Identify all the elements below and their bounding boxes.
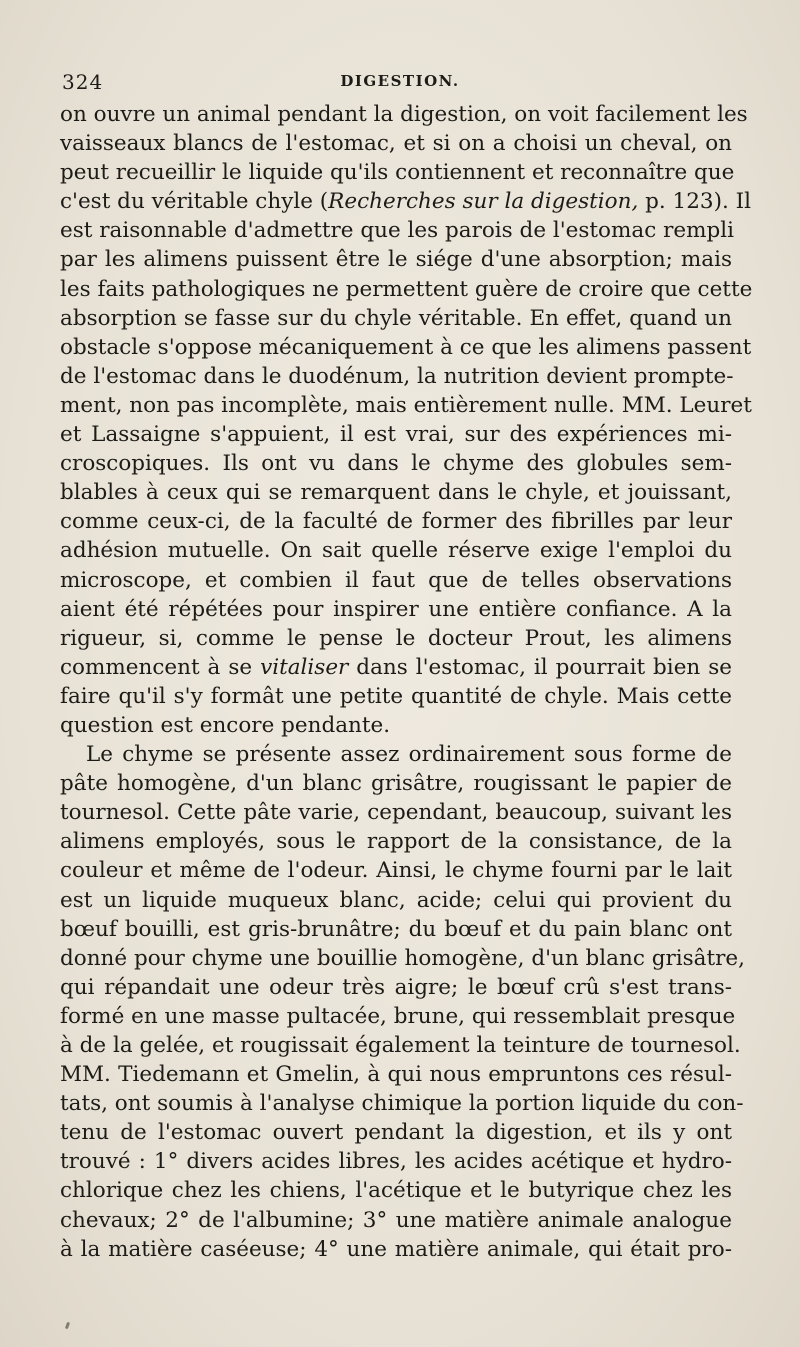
text-segment: chlorique chez les chiens, l'acétique et le butyrique chez les (60, 1178, 732, 1204)
text-line (60, 944, 745, 973)
text-line (60, 1176, 732, 1205)
text-line (60, 1147, 732, 1176)
text-line (60, 624, 732, 653)
text-segment: rigueur, si, comme le pense le docteur Prout, les alimens (60, 625, 732, 651)
text-line (60, 362, 732, 391)
text-line (60, 187, 752, 216)
page-header (62, 70, 738, 100)
text-line (60, 682, 732, 711)
text-line (60, 1002, 736, 1031)
text-line (60, 478, 732, 507)
text-segment: on ouvre un animal pendant la digestion, on voit facilement les (60, 102, 748, 127)
text-segment: Le chyme se présente assez ordinairement sous forme de (86, 742, 732, 768)
body-text (60, 100, 753, 1264)
italic-text: vitaliser (260, 654, 349, 680)
text-segment: peut recueillir le liquide qu'ils contiennent et reconnaître que (60, 160, 735, 186)
text-line (60, 275, 753, 304)
text-line (60, 1089, 744, 1118)
text-segment: MM. Tiedemann et Gmelin, à qui nous empruntons ces résul- (60, 1062, 732, 1088)
text-line (60, 595, 732, 624)
text-line (60, 1060, 732, 1089)
text-segment: p. 123). Il (638, 189, 752, 215)
text-segment: aient été répétées pour inspirer une entière confiance. A la (60, 596, 732, 622)
text-segment: tats, ont soumis à l'analyse chimique la portion liquide du con- (60, 1091, 744, 1117)
text-segment: ment, non pas incomplète, mais entièrement nulle. MM. Leuret (60, 392, 752, 418)
text-line (60, 129, 732, 158)
text-line (60, 449, 732, 478)
text-segment: trouvé : 1° divers acides libres, les acides acétique et hydro- (60, 1149, 732, 1175)
text-segment: pâte homogène, d'un blanc grisâtre, rougissant le papier de (60, 771, 732, 797)
text-segment: tenu de l'estomac ouvert pendant la digestion, et ils y ont (60, 1120, 732, 1146)
text-segment: est raisonnable d'admettre que les parois de l'estomac rempli (60, 218, 734, 244)
text-line (60, 100, 748, 129)
text-line (60, 304, 732, 333)
text-segment: et Lassaigne s'appuient, il est vrai, sur des expériences mi- (60, 422, 732, 448)
text-segment: par les alimens puissent être le siége d'une absorption; mais (60, 247, 732, 273)
text-line (60, 653, 732, 682)
text-segment: faire qu'il s'y formât une petite quantité de chyle. Mais cette (60, 683, 732, 709)
text-line (60, 740, 732, 769)
text-line (60, 1235, 732, 1264)
text-segment: blables à ceux qui se remarquent dans le chyle, et jouissant, (60, 480, 732, 506)
text-segment: à de la gelée, et rougissait également la teinture de tournesol. (60, 1033, 741, 1058)
text-line (60, 391, 752, 420)
text-line (60, 1118, 732, 1147)
text-segment: alimens employés, sous le rapport de la consistance, de la (60, 829, 732, 855)
text-segment: commencent à se (60, 654, 261, 680)
text-line (60, 158, 735, 187)
text-segment: tournesol. Cette pâte varie, cependant, beaucoup, suivant les (60, 800, 732, 826)
text-line (60, 566, 732, 595)
italic-text: Recherches sur la digestion, (328, 189, 639, 215)
text-segment: obstacle s'oppose mécaniquement à ce que les alimens passent (60, 334, 752, 360)
text-line (60, 973, 732, 1002)
text-line (60, 420, 732, 449)
text-segment: est un liquide muqueux blanc, acide; celui qui provient du (60, 887, 732, 913)
text-segment: comme ceux-ci, de la faculté de former des fibrilles par leur (60, 509, 732, 535)
text-segment: croscopiques. Ils ont vu dans le chyme des globules sem- (60, 451, 732, 477)
text-line (60, 711, 732, 740)
text-line (60, 915, 732, 944)
text-line (60, 536, 732, 565)
text-segment: dans l'estomac, il pourrait bien se (348, 654, 732, 680)
text-line (60, 245, 732, 274)
text-segment: microscope, et combien il faut que de telles observations (60, 567, 732, 593)
page-number: 324 (62, 70, 104, 94)
text-line (60, 216, 732, 245)
running-title: DIGESTION. (340, 72, 460, 90)
text-line (60, 769, 732, 798)
text-segment: c'est du véritable chyle ( (60, 189, 329, 215)
text-segment: question est encore pendante. (60, 712, 391, 738)
text-line (60, 333, 752, 362)
text-segment: donné pour chyme une bouillie homogène, d'un blanc grisâtre, (60, 945, 745, 971)
text-line (60, 798, 732, 827)
text-segment: adhésion mutuelle. On sait quelle réserve exige l'emploi du (60, 538, 732, 564)
text-line (60, 1206, 732, 1235)
text-line (60, 886, 732, 915)
text-segment: à la matière caséeuse; 4° une matière animale, qui était pro- (60, 1236, 732, 1262)
text-segment: de l'estomac dans le duodénum, la nutrition devient prompte- (60, 363, 734, 389)
text-line (60, 507, 732, 536)
text-segment: couleur et même de l'odeur. Ainsi, le chyme fourni par le lait (60, 858, 732, 884)
text-segment: formé en une masse pultacée, brune, qui ressemblait presque (60, 1003, 736, 1029)
ink-speck (65, 1322, 70, 1330)
text-segment: qui répandait une odeur très aigre; le bœuf crû s'est trans- (60, 974, 732, 1000)
text-segment: les faits pathologiques ne permettent guère de croire que cette (60, 276, 753, 302)
text-segment: bœuf bouilli, est gris-brunâtre; du bœuf et du pain blanc ont (60, 916, 732, 942)
text-segment: chevaux; 2° de l'albumine; 3° une matière animale analogue (60, 1207, 732, 1233)
text-segment: absorption se fasse sur du chyle véritable. En effet, quand un (60, 305, 732, 331)
text-line (60, 1031, 741, 1060)
text-line (60, 827, 732, 856)
text-segment: vaisseaux blancs de l'estomac, et si on a choisi un cheval, on (60, 131, 732, 157)
text-line (60, 856, 732, 885)
